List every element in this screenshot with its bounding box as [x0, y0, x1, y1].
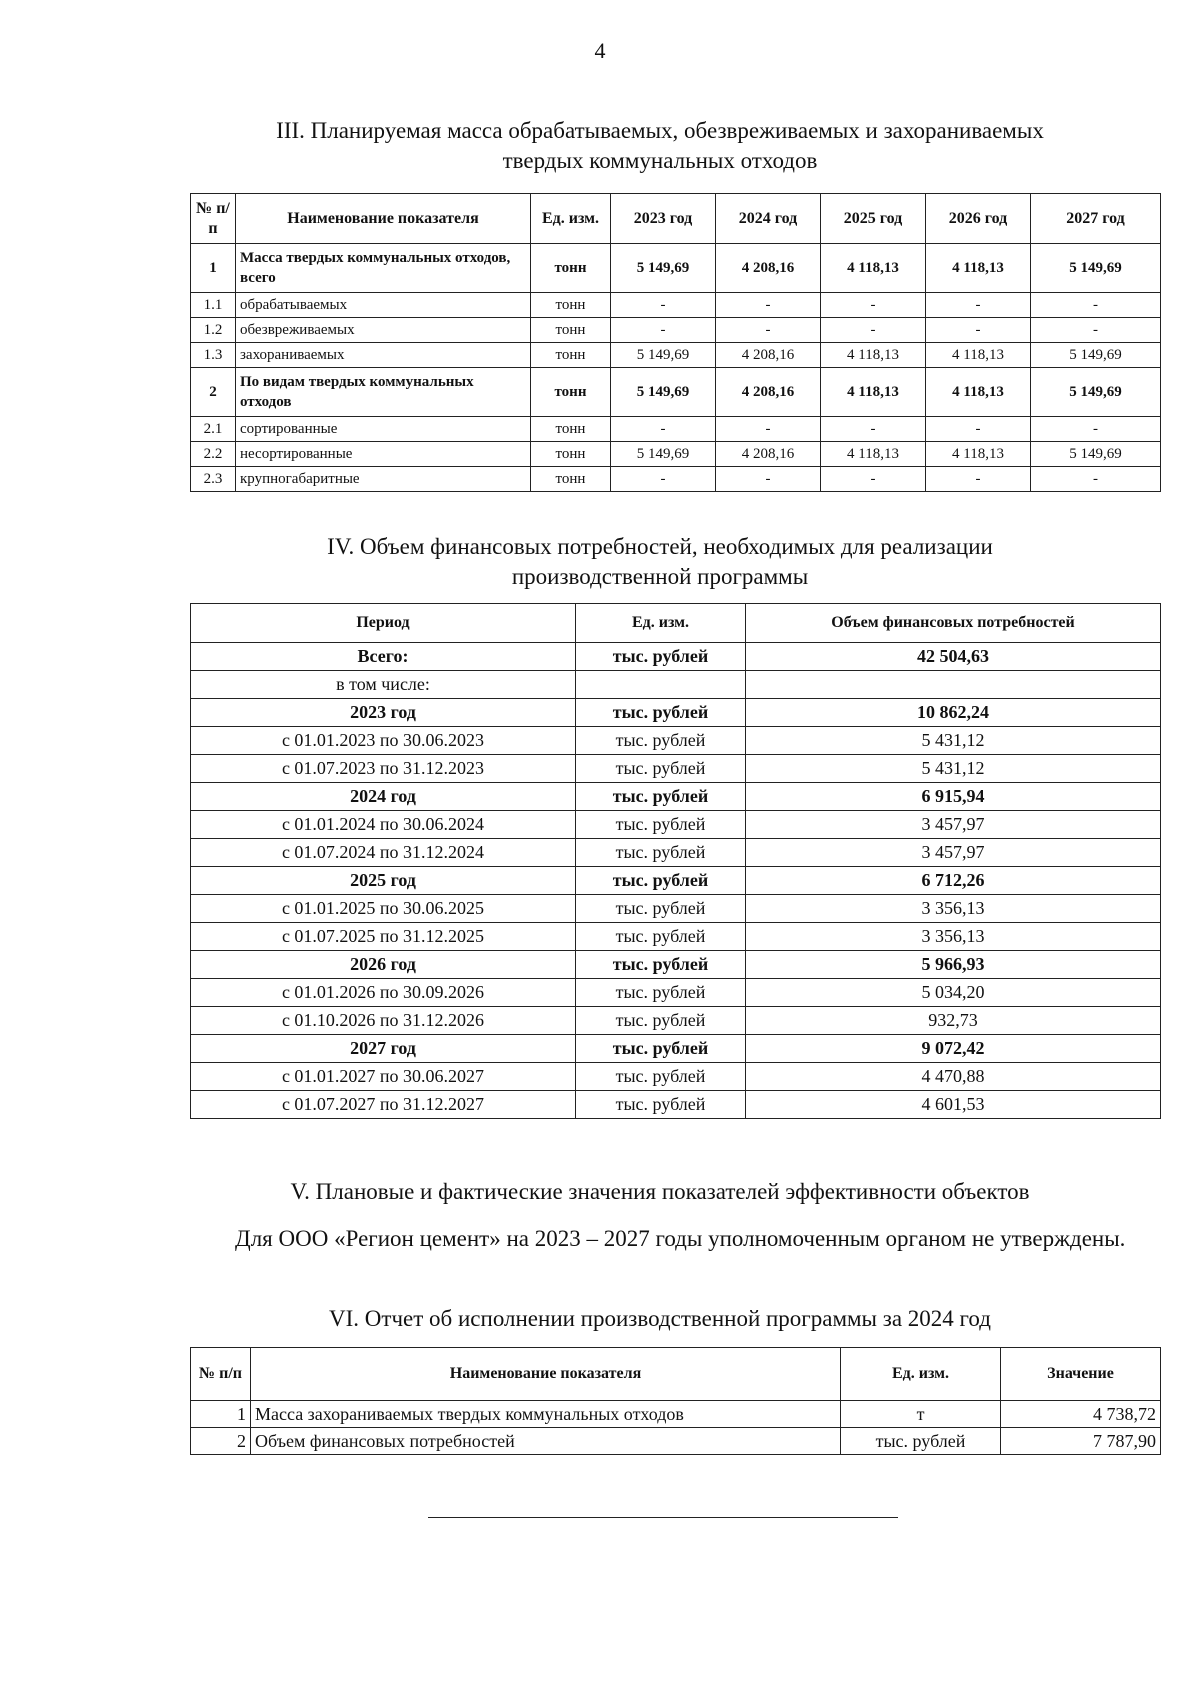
value-cell: 42 504,63 — [746, 643, 1161, 671]
unit-cell: тонн — [531, 368, 611, 417]
period-cell: с 01.07.2023 по 31.12.2023 — [191, 755, 576, 783]
value-cell: - — [716, 318, 821, 343]
value-cell: - — [1031, 467, 1161, 492]
section3-title — [180, 116, 1140, 176]
indicator-name: Масса твердых коммунальных отходов, всего — [236, 244, 531, 293]
value-cell: 4 118,13 — [926, 368, 1031, 417]
value-cell: 5 149,69 — [611, 343, 716, 368]
section5-title: V. Плановые и фактические значения показателей эффективности объектов — [290, 1179, 1030, 1204]
value-cell: - — [1031, 318, 1161, 343]
period-cell: 2024 год — [191, 783, 576, 811]
unit-cell: тыс. рублей — [576, 699, 746, 727]
value-cell: 5 034,20 — [746, 979, 1161, 1007]
table-row — [191, 1401, 1161, 1428]
unit-cell: тыс. рублей — [576, 979, 746, 1007]
unit-cell: т — [841, 1401, 1001, 1428]
table-row — [191, 442, 1161, 467]
value-cell: 10 862,24 — [746, 699, 1161, 727]
table-row — [191, 979, 1161, 1007]
row-number: 2.3 — [191, 467, 236, 492]
indicator-name: обезвреживаемых — [236, 318, 531, 343]
indicator-name: Объем финансовых потребностей — [251, 1428, 841, 1455]
report-table-header — [191, 1348, 1161, 1401]
finance-table — [190, 603, 1161, 1119]
value-cell: 4 208,16 — [716, 244, 821, 293]
value-cell: - — [611, 467, 716, 492]
unit-cell: тыс. рублей — [576, 1063, 746, 1091]
unit-cell: тыс. рублей — [576, 1007, 746, 1035]
unit-cell: тыс. рублей — [576, 727, 746, 755]
section3-title-line1: III. Планируемая масса обрабатываемых, обезвреживаемых и захораниваемых — [276, 118, 1044, 143]
col-2027: 2027 год — [1031, 194, 1161, 244]
unit-cell: тонн — [531, 244, 611, 293]
col-2025: 2025 год — [821, 194, 926, 244]
table-row — [191, 318, 1161, 343]
finance-table-header — [191, 604, 1161, 643]
value-cell: 3 457,97 — [746, 811, 1161, 839]
value-cell: - — [926, 467, 1031, 492]
value-cell: - — [926, 293, 1031, 318]
row-number: 2.1 — [191, 417, 236, 442]
col-2024: 2024 год — [716, 194, 821, 244]
col-unit: Ед. изм. — [531, 194, 611, 244]
indicator-name: захораниваемых — [236, 343, 531, 368]
value-cell: - — [821, 417, 926, 442]
row-number: 1 — [191, 244, 236, 293]
row-number: 2 — [191, 1428, 251, 1455]
indicator-name: несортированные — [236, 442, 531, 467]
value-cell: 4 208,16 — [716, 368, 821, 417]
period-cell: 2027 год — [191, 1035, 576, 1063]
col-finance-volume: Объем финансовых потребностей — [746, 604, 1161, 643]
value-cell: 4 118,13 — [821, 442, 926, 467]
value-cell: - — [611, 417, 716, 442]
col-name: Наименование показателя — [251, 1348, 841, 1401]
table-row — [191, 417, 1161, 442]
page-number: 4 — [594, 38, 606, 63]
section3-title-line2: твердых коммунальных отходов — [502, 148, 818, 173]
section6-title: VI. Отчет об исполнении производственной программы за 2024 год — [329, 1306, 991, 1331]
row-number: 1.3 — [191, 343, 236, 368]
period-cell: с 01.07.2027 по 31.12.2027 — [191, 1091, 576, 1119]
value-cell: - — [1031, 293, 1161, 318]
value-cell: 4 208,16 — [716, 343, 821, 368]
table-row — [191, 671, 1161, 699]
table-row — [191, 867, 1161, 895]
row-number: 2 — [191, 368, 236, 417]
table-row — [191, 839, 1161, 867]
value-cell: 4 118,13 — [821, 368, 926, 417]
value-cell: 4 118,13 — [926, 244, 1031, 293]
period-cell: с 01.01.2023 по 30.06.2023 — [191, 727, 576, 755]
value-cell: 5 149,69 — [611, 368, 716, 417]
value-cell: 4 118,13 — [926, 442, 1031, 467]
value-cell — [746, 671, 1161, 699]
col-number: № п/п — [191, 1348, 251, 1401]
unit-cell: тыс. рублей — [576, 811, 746, 839]
col-value: Значение — [1001, 1348, 1161, 1401]
period-cell: с 01.01.2027 по 30.06.2027 — [191, 1063, 576, 1091]
table-row — [191, 368, 1161, 417]
unit-cell: тонн — [531, 467, 611, 492]
indicator-name: обрабатываемых — [236, 293, 531, 318]
unit-cell: тыс. рублей — [841, 1428, 1001, 1455]
value-cell: - — [716, 293, 821, 318]
value-cell: 9 072,42 — [746, 1035, 1161, 1063]
table-row — [191, 343, 1161, 368]
unit-cell: тыс. рублей — [576, 643, 746, 671]
period-cell: с 01.01.2024 по 30.06.2024 — [191, 811, 576, 839]
value-cell: 4 118,13 — [926, 343, 1031, 368]
table-row — [191, 895, 1161, 923]
value-cell: 7 787,90 — [1001, 1428, 1161, 1455]
unit-cell: тыс. рублей — [576, 1091, 746, 1119]
table-row — [191, 293, 1161, 318]
value-cell: - — [926, 318, 1031, 343]
col-period: Период — [191, 604, 576, 643]
table-row — [191, 923, 1161, 951]
unit-cell: тонн — [531, 318, 611, 343]
value-cell: 4 470,88 — [746, 1063, 1161, 1091]
col-unit: Ед. изм. — [576, 604, 746, 643]
value-cell: 5 149,69 — [1031, 442, 1161, 467]
period-cell: с 01.01.2025 по 30.06.2025 — [191, 895, 576, 923]
col-2023: 2023 год — [611, 194, 716, 244]
unit-cell: тыс. рублей — [576, 755, 746, 783]
unit-cell: тыс. рублей — [576, 783, 746, 811]
value-cell: 6 712,26 — [746, 867, 1161, 895]
value-cell: 5 149,69 — [1031, 343, 1161, 368]
unit-cell: тонн — [531, 293, 611, 318]
period-cell: с 01.01.2026 по 30.09.2026 — [191, 979, 576, 1007]
table-row — [191, 244, 1161, 293]
section4-title-line2: производственной программы — [511, 564, 809, 589]
period-cell: Всего: — [191, 643, 576, 671]
value-cell: 6 915,94 — [746, 783, 1161, 811]
row-number: 1.2 — [191, 318, 236, 343]
section4-title — [180, 532, 1140, 592]
period-cell: с 01.07.2025 по 31.12.2025 — [191, 923, 576, 951]
indicator-name: По видам твердых коммунальных отходов — [236, 368, 531, 417]
value-cell: 4 738,72 — [1001, 1401, 1161, 1428]
table-row — [191, 755, 1161, 783]
row-number: 2.2 — [191, 442, 236, 467]
period-cell: 2023 год — [191, 699, 576, 727]
period-cell: с 01.07.2024 по 31.12.2024 — [191, 839, 576, 867]
value-cell: 5 149,69 — [611, 442, 716, 467]
section4-title-line1: IV. Объем финансовых потребностей, необходимых для реализации — [327, 534, 993, 559]
unit-cell: тонн — [531, 442, 611, 467]
value-cell: - — [716, 467, 821, 492]
table-row — [191, 811, 1161, 839]
mass-table — [190, 193, 1161, 492]
unit-cell: тыс. рублей — [576, 895, 746, 923]
table-row — [191, 1063, 1161, 1091]
unit-cell: тыс. рублей — [576, 839, 746, 867]
table-row — [191, 951, 1161, 979]
value-cell: 5 149,69 — [1031, 244, 1161, 293]
period-cell: в том числе: — [191, 671, 576, 699]
mass-table-header — [191, 194, 1161, 244]
value-cell: - — [821, 318, 926, 343]
unit-cell: тыс. рублей — [576, 867, 746, 895]
col-unit: Ед. изм. — [841, 1348, 1001, 1401]
period-cell: 2025 год — [191, 867, 576, 895]
value-cell: 4 208,16 — [716, 442, 821, 467]
value-cell: 932,73 — [746, 1007, 1161, 1035]
value-cell: - — [821, 293, 926, 318]
value-cell: 5 966,93 — [746, 951, 1161, 979]
col-number: № п/п — [191, 194, 236, 244]
value-cell: 5 149,69 — [1031, 368, 1161, 417]
value-cell: 4 601,53 — [746, 1091, 1161, 1119]
value-cell: - — [611, 293, 716, 318]
unit-cell: тыс. рублей — [576, 923, 746, 951]
col-name: Наименование показателя — [236, 194, 531, 244]
value-cell: 4 118,13 — [821, 244, 926, 293]
value-cell: - — [716, 417, 821, 442]
section5-text: Для ООО «Регион цемент» на 2023 – 2027 годы уполномоченным органом не утверждены. — [235, 1226, 1126, 1251]
value-cell: 5 431,12 — [746, 727, 1161, 755]
signature-line — [428, 1517, 898, 1518]
value-cell: 3 457,97 — [746, 839, 1161, 867]
table-row — [191, 467, 1161, 492]
unit-cell — [576, 671, 746, 699]
col-2026: 2026 год — [926, 194, 1031, 244]
value-cell: 3 356,13 — [746, 923, 1161, 951]
row-number: 1.1 — [191, 293, 236, 318]
value-cell: 5 149,69 — [611, 244, 716, 293]
table-row — [191, 727, 1161, 755]
unit-cell: тонн — [531, 417, 611, 442]
period-cell: 2026 год — [191, 951, 576, 979]
value-cell: - — [821, 467, 926, 492]
row-number: 1 — [191, 1401, 251, 1428]
table-row — [191, 1091, 1161, 1119]
value-cell: - — [1031, 417, 1161, 442]
indicator-name: Масса захораниваемых твердых коммунальных отходов — [251, 1401, 841, 1428]
unit-cell: тыс. рублей — [576, 951, 746, 979]
value-cell: 5 431,12 — [746, 755, 1161, 783]
indicator-name: крупногабаритные — [236, 467, 531, 492]
value-cell: 3 356,13 — [746, 895, 1161, 923]
unit-cell: тонн — [531, 343, 611, 368]
table-row — [191, 1428, 1161, 1455]
table-row — [191, 699, 1161, 727]
indicator-name: сортированные — [236, 417, 531, 442]
value-cell: 4 118,13 — [821, 343, 926, 368]
value-cell: - — [926, 417, 1031, 442]
period-cell: с 01.10.2026 по 31.12.2026 — [191, 1007, 576, 1035]
table-row — [191, 643, 1161, 671]
value-cell: - — [611, 318, 716, 343]
report-table — [190, 1347, 1161, 1455]
table-row — [191, 1007, 1161, 1035]
table-row — [191, 783, 1161, 811]
table-row — [191, 1035, 1161, 1063]
unit-cell: тыс. рублей — [576, 1035, 746, 1063]
